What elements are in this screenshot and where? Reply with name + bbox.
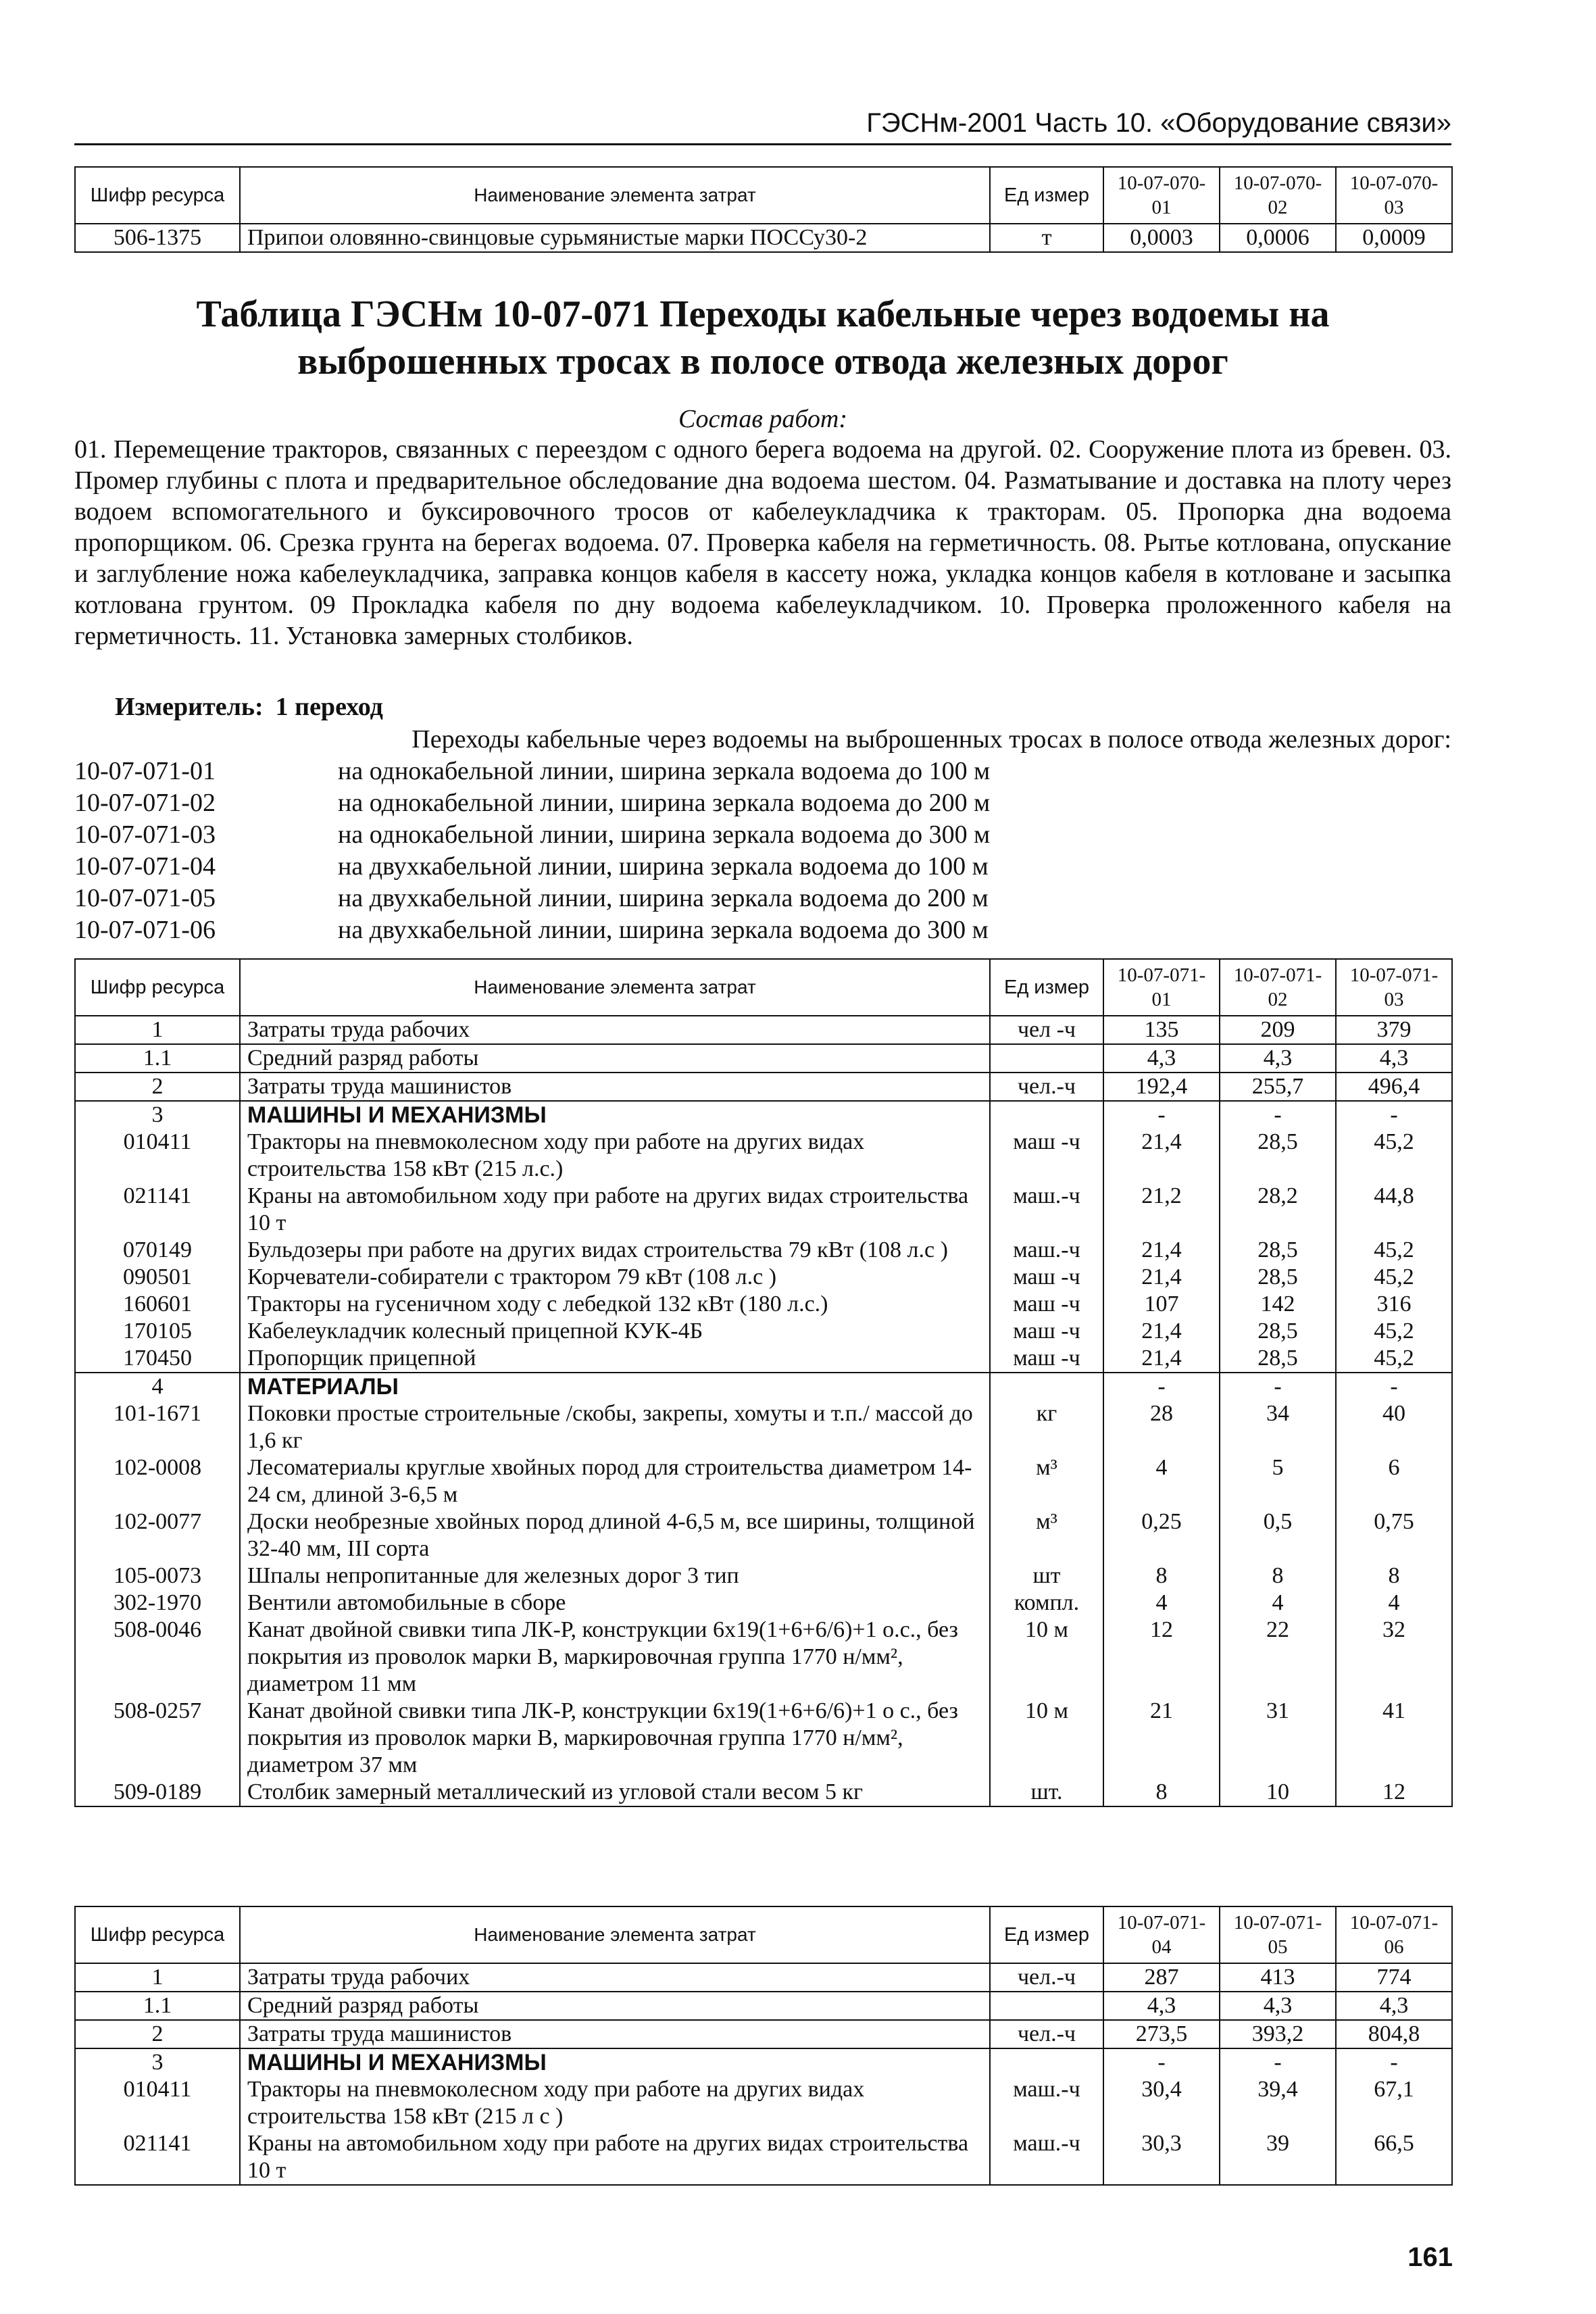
row-name: Затраты труда машинистов — [240, 1073, 990, 1101]
row-code: 1 — [75, 1016, 240, 1044]
row-value-1: 30,3 — [1103, 2130, 1220, 2185]
row-name: Канат двойной свивки типа ЛК-Р, конструкции 6х19(1+6+6/6)+1 о с., без покрытия из проволок марки В, маркировочная группа 1770 н/мм², диаметром 37 мм — [240, 1698, 990, 1779]
row-name: Краны на автомобильном ходу при работе на других видах строительства 10 т — [240, 2130, 990, 2185]
row-value-2: 4 — [1220, 1590, 1336, 1617]
variants-list — [74, 756, 1451, 946]
row-name: Затраты труда машинистов — [240, 2020, 990, 2048]
row-unit: маш -ч — [990, 1264, 1103, 1291]
page-number: 161 — [1407, 2242, 1453, 2272]
row-unit: маш.-ч — [990, 2130, 1103, 2185]
variant-item — [74, 787, 1451, 819]
row-code: 1.1 — [75, 1044, 240, 1073]
row-value-2: 28,5 — [1220, 1264, 1336, 1291]
header-col-1: 10-07-071-04 — [1103, 1906, 1220, 1963]
row-unit: 10 м — [990, 1698, 1103, 1779]
row-unit: чел -ч — [990, 1016, 1103, 1044]
row-value-1: 21 — [1103, 1698, 1220, 1779]
running-header: ГЭСНм-2001 Часть 10. «Оборудование связи» — [866, 108, 1451, 138]
table-row — [75, 1073, 1452, 1101]
table-row — [75, 1992, 1452, 2020]
header-name: Наименование элемента затрат — [240, 959, 990, 1016]
row-value-3: 774 — [1336, 1963, 1452, 1992]
row-value-3: 12 — [1336, 1779, 1452, 1806]
row-value-2: - — [1220, 2048, 1336, 2076]
row-value-2: - — [1220, 1101, 1336, 1129]
row-value-3: 40 — [1336, 1400, 1452, 1454]
row-code: 070149 — [75, 1237, 240, 1264]
row-value-2: 5 — [1220, 1454, 1336, 1508]
table-row — [75, 1562, 1452, 1590]
row-value-2: 4,3 — [1220, 1992, 1336, 2020]
row-name: Лесоматериалы круглые хвойных пород для строительства диаметром 14-24 см, длиной 3-6,5 м — [240, 1454, 990, 1508]
variant-text: на двухкабельной линии, ширина зеркала водоема до 100 м — [338, 852, 989, 881]
row-value-2: - — [1220, 1373, 1336, 1400]
header-code: Шифр ресурса — [75, 1906, 240, 1963]
table-row — [75, 1963, 1452, 1992]
variant-item — [74, 819, 1451, 851]
row-unit: шт — [990, 1562, 1103, 1590]
row-value-1: 30,4 — [1103, 2076, 1220, 2130]
row-value-3: 41 — [1336, 1698, 1452, 1779]
row-unit: маш -ч — [990, 1291, 1103, 1318]
row-value-2: 8 — [1220, 1562, 1336, 1590]
row-code: 105-0073 — [75, 1562, 240, 1590]
row-value-2: 31 — [1220, 1698, 1336, 1779]
variant-text: на двухкабельной линии, ширина зеркала водоема до 300 м — [338, 916, 989, 944]
variant-item — [74, 883, 1451, 914]
table-row — [75, 1454, 1452, 1508]
row-value-3: 316 — [1336, 1291, 1452, 1318]
header-name: Наименование элемента затрат — [240, 167, 990, 224]
variant-item — [74, 914, 1451, 946]
row-name: Канат двойной свивки типа ЛК-Р, конструкции 6х19(1+6+6/6)+1 о.с., без покрытия из проволок марки В, маркировочная группа 1770 н/мм², диаметром 11 мм — [240, 1617, 990, 1698]
row-unit: маш.-ч — [990, 1237, 1103, 1264]
table-row — [75, 1016, 1452, 1044]
top-cost-table — [74, 166, 1453, 253]
row-value-1: 0,0003 — [1103, 224, 1220, 252]
row-unit: кг — [990, 1400, 1103, 1454]
variant-item — [74, 756, 1451, 787]
header-col-3: 10-07-071-06 — [1336, 1906, 1452, 1963]
row-value-1: 107 — [1103, 1291, 1220, 1318]
row-unit: чел.-ч — [990, 1963, 1103, 1992]
row-value-3: 804,8 — [1336, 2020, 1452, 2048]
row-value-2: 209 — [1220, 1016, 1336, 1044]
table-row — [75, 2130, 1452, 2185]
row-unit: маш.-ч — [990, 1183, 1103, 1237]
header-rule — [74, 143, 1451, 145]
row-code: 2 — [75, 2020, 240, 2048]
row-value-1: 135 — [1103, 1016, 1220, 1044]
row-code: 4 — [75, 1373, 240, 1400]
row-value-2: 22 — [1220, 1617, 1336, 1698]
row-value-3: 496,4 — [1336, 1073, 1452, 1101]
cost-table-1 — [74, 958, 1453, 1807]
row-name: Средний разряд работы — [240, 1992, 990, 2020]
row-value-1: 8 — [1103, 1562, 1220, 1590]
row-code: 3 — [75, 1101, 240, 1129]
header-code: Шифр ресурса — [75, 167, 240, 224]
variant-code: 10-07-071-03 — [74, 820, 216, 849]
cost-table-2 — [74, 1906, 1453, 2186]
row-value-3: 45,2 — [1336, 1264, 1452, 1291]
row-code: 160601 — [75, 1291, 240, 1318]
row-unit — [990, 1044, 1103, 1073]
variant-text: на однокабельной линии, ширина зеркала водоема до 200 м — [338, 789, 991, 817]
row-value-3: 32 — [1336, 1617, 1452, 1698]
row-unit: маш -ч — [990, 1129, 1103, 1183]
row-value-1: 28 — [1103, 1400, 1220, 1454]
table-row — [75, 2048, 1452, 2076]
row-value-3: 44,8 — [1336, 1183, 1452, 1237]
row-value-2: 0,5 — [1220, 1508, 1336, 1562]
row-value-3: 0,0009 — [1336, 224, 1452, 252]
row-value-2: 0,0006 — [1220, 224, 1336, 252]
table-row — [75, 1698, 1452, 1779]
row-value-3: 45,2 — [1336, 1237, 1452, 1264]
meter-value: 1 переход — [275, 693, 383, 721]
variant-text: на однокабельной линии, ширина зеркала водоема до 300 м — [338, 820, 991, 849]
row-value-1: 21,4 — [1103, 1318, 1220, 1345]
row-name: Пропорщик прицепной — [240, 1345, 990, 1373]
row-code: 021141 — [75, 1183, 240, 1237]
row-code: 3 — [75, 2048, 240, 2076]
table-row — [75, 1345, 1452, 1373]
table-row — [75, 2020, 1452, 2048]
row-value-2: 413 — [1220, 1963, 1336, 1992]
row-name: Поковки простые строительные /скобы, закрепы, хомуты и т.п./ массой до 1,6 кг — [240, 1400, 990, 1454]
row-value-3: 67,1 — [1336, 2076, 1452, 2130]
row-value-1: 4 — [1103, 1454, 1220, 1508]
table-row — [75, 224, 1452, 252]
row-name: Бульдозеры при работе на других видах строительства 79 кВт (108 л.с ) — [240, 1237, 990, 1264]
row-value-3: 45,2 — [1336, 1345, 1452, 1373]
row-name: Корчеватели-собиратели с трактором 79 кВт (108 л.с ) — [240, 1264, 990, 1291]
row-value-1: 21,4 — [1103, 1264, 1220, 1291]
header-col-2: 10-07-071-05 — [1220, 1906, 1336, 1963]
meter-label: Измеритель: — [115, 693, 264, 721]
header-col-2: 10-07-071-02 — [1220, 959, 1336, 1016]
row-unit: шт. — [990, 1779, 1103, 1806]
row-value-2: 28,2 — [1220, 1183, 1336, 1237]
table-row — [75, 1590, 1452, 1617]
row-value-1: 0,25 — [1103, 1508, 1220, 1562]
row-value-1: - — [1103, 1101, 1220, 1129]
row-code: 101-1671 — [75, 1400, 240, 1454]
row-code: 170450 — [75, 1345, 240, 1373]
header-unit: Ед измер — [990, 959, 1103, 1016]
composition-text: 01. Перемещение тракторов, связанных с переездом с одного берега водоема на другой. 02. Сооружение плота из бревен. 03. Промер глубины с плота и предварительное обследование дна водоема шестом. 04. Разматывание и доставка на плоту через водоем вспомогательного и буксировочного тросов от кабелеукладчика к тракторам. 05. Пропорка дна водоема пропорщиком. 06. Срезка грунта на берегах водоема. 07. Проверка кабеля на герметичность. 08. Рытье котлована, опускание и заглубление ножа кабелеукладчика, заправка концов кабеля в кассету ножа, укладка концов кабеля в котловане и засыпка котлована грунтом. 09 Прокладка кабеля по дну водоема кабелеукладчиком. 10. Проверка проложенного кабеля на герметичность. 11. Установка замерных столбиков. — [74, 435, 1451, 650]
variant-code: 10-07-071-05 — [74, 884, 216, 912]
row-value-1: 287 — [1103, 1963, 1220, 1992]
row-unit: чел.-ч — [990, 1073, 1103, 1101]
row-value-3: 6 — [1336, 1454, 1452, 1508]
row-value-1: 4 — [1103, 1590, 1220, 1617]
table-row — [75, 1373, 1452, 1400]
row-unit: маш.-ч — [990, 2076, 1103, 2130]
table-row — [75, 2076, 1452, 2130]
table-title: Таблица ГЭСНм 10-07-071 Переходы кабельные через водоемы на выброшенных тросах в полосе отвода железных дорог — [196, 293, 1330, 383]
table-row — [75, 1779, 1452, 1806]
row-value-1: - — [1103, 2048, 1220, 2076]
row-code: 509-0189 — [75, 1779, 240, 1806]
row-unit: 10 м — [990, 1617, 1103, 1698]
row-value-1: 21,4 — [1103, 1129, 1220, 1183]
row-value-2: 393,2 — [1220, 2020, 1336, 2048]
header-col-3: 10-07-071-03 — [1336, 959, 1452, 1016]
table-row — [75, 1291, 1452, 1318]
row-value-3: 45,2 — [1336, 1129, 1452, 1183]
row-value-1: - — [1103, 1373, 1220, 1400]
row-code: 302-1970 — [75, 1590, 240, 1617]
row-name: Тракторы на пневмоколесном ходу при работе на других видах строительства 158 кВт (215 л с ) — [240, 2076, 990, 2130]
row-unit: компл. — [990, 1590, 1103, 1617]
row-name: Припои оловянно-свинцовые сурьмянистые марки ПОССу30-2 — [240, 224, 990, 252]
composition-label: Состав работ: — [678, 405, 848, 433]
table-row — [75, 1318, 1452, 1345]
row-unit — [990, 1373, 1103, 1400]
row-name: Столбик замерный металлический из угловой стали весом 5 кг — [240, 1779, 990, 1806]
row-value-3: - — [1336, 1101, 1452, 1129]
row-value-1: 21,4 — [1103, 1237, 1220, 1264]
row-name: МАТЕРИАЛЫ — [240, 1373, 990, 1400]
row-unit: маш -ч — [990, 1345, 1103, 1373]
row-unit — [990, 1992, 1103, 2020]
row-value-1: 21,2 — [1103, 1183, 1220, 1237]
row-value-3: 379 — [1336, 1016, 1452, 1044]
table-row — [75, 1101, 1452, 1129]
row-value-1: 192,4 — [1103, 1073, 1220, 1101]
variant-code: 10-07-071-04 — [74, 852, 216, 881]
header-col-1: 10-07-071-01 — [1103, 959, 1220, 1016]
row-code: 090501 — [75, 1264, 240, 1291]
row-code: 506-1375 — [75, 224, 240, 252]
row-name: Затраты труда рабочих — [240, 1016, 990, 1044]
row-name: Шпалы непропитанные для железных дорог 3 тип — [240, 1562, 990, 1590]
row-value-3: 4 — [1336, 1590, 1452, 1617]
variant-code: 10-07-071-02 — [74, 789, 216, 817]
row-unit: м³ — [990, 1454, 1103, 1508]
row-name: МАШИНЫ И МЕХАНИЗМЫ — [240, 2048, 990, 2076]
row-unit: чел.-ч — [990, 2020, 1103, 2048]
row-value-1: 21,4 — [1103, 1345, 1220, 1373]
row-value-3: 66,5 — [1336, 2130, 1452, 2185]
variant-item — [74, 851, 1451, 883]
row-code: 102-0008 — [75, 1454, 240, 1508]
row-value-3: 4,3 — [1336, 1044, 1452, 1073]
meter — [115, 692, 383, 722]
row-value-3: - — [1336, 1373, 1452, 1400]
row-code: 021141 — [75, 2130, 240, 2185]
row-name: Тракторы на пневмоколесном ходу при работе на других видах строительства 158 кВт (215 л.с.) — [240, 1129, 990, 1183]
row-unit: т — [990, 224, 1103, 252]
table-row — [75, 1183, 1452, 1237]
row-value-3: 45,2 — [1336, 1318, 1452, 1345]
row-code: 508-0046 — [75, 1617, 240, 1698]
row-unit: м³ — [990, 1508, 1103, 1562]
row-code: 1 — [75, 1963, 240, 1992]
row-value-1: 4,3 — [1103, 1992, 1220, 2020]
table-row — [75, 1508, 1452, 1562]
row-code: 2 — [75, 1073, 240, 1101]
row-value-3: 8 — [1336, 1562, 1452, 1590]
row-value-2: 28,5 — [1220, 1318, 1336, 1345]
row-value-1: 4,3 — [1103, 1044, 1220, 1073]
row-value-1: 12 — [1103, 1617, 1220, 1698]
row-value-2: 142 — [1220, 1291, 1336, 1318]
table-row — [75, 1264, 1452, 1291]
row-value-3: - — [1336, 2048, 1452, 2076]
row-value-2: 10 — [1220, 1779, 1336, 1806]
row-name: МАШИНЫ И МЕХАНИЗМЫ — [240, 1101, 990, 1129]
row-value-2: 28,5 — [1220, 1237, 1336, 1264]
variant-text: на двухкабельной линии, ширина зеркала водоема до 200 м — [338, 884, 989, 912]
row-name: Кабелеукладчик колесный прицепной КУК-4Б — [240, 1318, 990, 1345]
row-name: Затраты труда рабочих — [240, 1963, 990, 1992]
header-unit: Ед измер — [990, 167, 1103, 224]
row-code: 010411 — [75, 2076, 240, 2130]
header-col-1: 10-07-070-01 — [1103, 167, 1220, 224]
row-value-2: 255,7 — [1220, 1073, 1336, 1101]
row-value-2: 39,4 — [1220, 2076, 1336, 2130]
row-value-1: 8 — [1103, 1779, 1220, 1806]
row-name: Вентили автомобильные в сборе — [240, 1590, 990, 1617]
row-value-1: 273,5 — [1103, 2020, 1220, 2048]
row-name: Тракторы на гусеничном ходу с лебедкой 132 кВт (180 л.с.) — [240, 1291, 990, 1318]
row-name: Доски необрезные хвойных пород длиной 4-6,5 м, все ширины, толщиной 32-40 мм, III сорта — [240, 1508, 990, 1562]
table-row — [75, 1237, 1452, 1264]
table-row — [75, 1044, 1452, 1073]
row-code: 1.1 — [75, 1992, 240, 2020]
table-row — [75, 1400, 1452, 1454]
variants-intro: Переходы кабельные через водоемы на выброшенных тросах в полосе отвода железных дорог: — [412, 725, 1451, 754]
header-unit: Ед измер — [990, 1906, 1103, 1963]
row-code: 170105 — [75, 1318, 240, 1345]
row-value-3: 4,3 — [1336, 1992, 1452, 2020]
header-col-2: 10-07-070-02 — [1220, 167, 1336, 224]
row-unit — [990, 2048, 1103, 2076]
variant-code: 10-07-071-06 — [74, 916, 216, 944]
header-name: Наименование элемента затрат — [240, 1906, 990, 1963]
header-col-3: 10-07-070-03 — [1336, 167, 1452, 224]
row-name: Средний разряд работы — [240, 1044, 990, 1073]
row-unit: маш -ч — [990, 1318, 1103, 1345]
row-code: 102-0077 — [75, 1508, 240, 1562]
row-value-2: 39 — [1220, 2130, 1336, 2185]
table-row — [75, 1617, 1452, 1698]
row-name: Краны на автомобильном ходу при работе на других видах строительства 10 т — [240, 1183, 990, 1237]
row-code: 010411 — [75, 1129, 240, 1183]
row-value-3: 0,75 — [1336, 1508, 1452, 1562]
row-value-2: 28,5 — [1220, 1129, 1336, 1183]
row-value-2: 34 — [1220, 1400, 1336, 1454]
variant-text: на однокабельной линии, ширина зеркала водоема до 100 м — [338, 757, 991, 785]
table-row — [75, 1129, 1452, 1183]
variant-code: 10-07-071-01 — [74, 757, 216, 785]
row-value-2: 28,5 — [1220, 1345, 1336, 1373]
row-code: 508-0257 — [75, 1698, 240, 1779]
row-unit — [990, 1101, 1103, 1129]
header-code: Шифр ресурса — [75, 959, 240, 1016]
row-value-2: 4,3 — [1220, 1044, 1336, 1073]
